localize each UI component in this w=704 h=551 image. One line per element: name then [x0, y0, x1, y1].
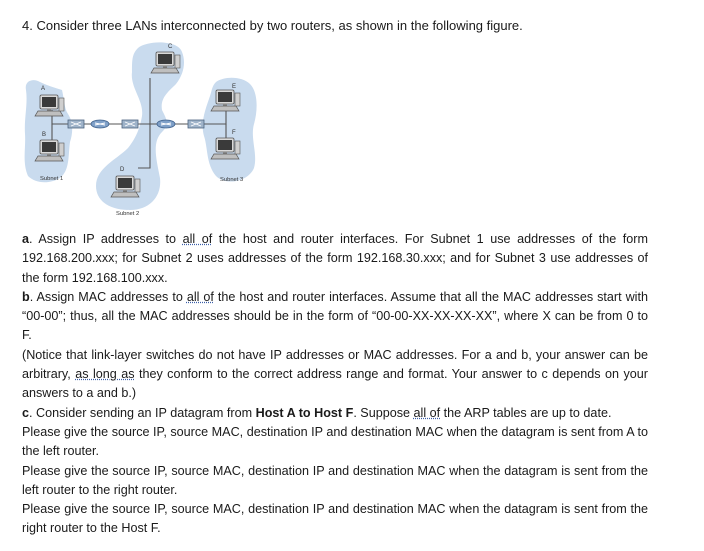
- subnet2-label: Subnet 2: [116, 211, 140, 217]
- switch-subnet1: [68, 120, 84, 128]
- note-text-1: (Notice that link-layer switches do not have IP addresses or MAC addresses. For a and b, your answer can be arbitrary,: [22, 347, 648, 382]
- part-c-question-3: Please give the source IP, source MAC, destination IP and destination MAC when the datagram is sent from the right router to the Host F.: [22, 502, 648, 536]
- part-b-letter: b: [22, 289, 30, 304]
- part-a-underlined: all of: [182, 232, 213, 246]
- host-e-label: E: [232, 84, 237, 90]
- router-left: [91, 120, 109, 128]
- part-a-letter: a: [22, 232, 30, 246]
- host-f-label: F: [232, 130, 236, 136]
- note-text-2: they conform to the correct address range and format. Your answer to c depends on your answers to a and b.): [22, 367, 648, 401]
- part-b: [22, 288, 648, 346]
- part-a: [22, 230, 648, 288]
- question-heading: 4. Consider three LANs interconnected by two routers, as shown in the following figure.: [22, 18, 523, 33]
- subnet3-label: Subnet 3: [220, 177, 244, 183]
- part-c-bold: Host A to Host F: [255, 405, 354, 420]
- note-underlined: as long as: [75, 367, 135, 382]
- part-a-text-1: . Assign IP addresses to: [29, 232, 183, 246]
- part-c-text-1: . Consider sending an IP datagram from: [29, 405, 256, 420]
- part-c-underlined: all of: [413, 405, 441, 420]
- part-b-text-1: . Assign MAC addresses to: [29, 289, 187, 304]
- part-c-letter: c: [22, 405, 30, 420]
- host-b-label: B: [42, 132, 47, 138]
- router-right: [157, 120, 175, 128]
- part-c-question-1: Please give the source IP, source MAC, destination IP and destination MAC when the datagram is sent from A to the left router.: [22, 424, 648, 459]
- switch-subnet2: [122, 120, 138, 128]
- question-text: [22, 230, 648, 539]
- subnet1-label: Subnet 1: [40, 176, 64, 182]
- part-c-text-2: . Suppose: [353, 405, 414, 420]
- host-c-label: C: [168, 44, 173, 50]
- part-c: [22, 404, 648, 423]
- part-b-text-2: the host and router interfaces. Assume that all the MAC addresses start with “00-00”; thus, all the MAC addresses should be in the form of “00-00-XX-XX-XX-XX”, where X can be from 0 to F.: [22, 289, 648, 343]
- part-c-question-2: Please give the source IP, source MAC, destination IP and destination MAC when the datagram is sent from the left router to the right router.: [22, 463, 648, 497]
- part-c-text-3: the ARP tables are up to date.: [440, 405, 612, 420]
- part-b-underlined: all of: [186, 289, 214, 304]
- host-d-label: D: [120, 167, 125, 173]
- network-figure: [20, 38, 270, 223]
- part-a-text-2: the host and router interfaces. For Subnet 1 use addresses of the form 192.168.200.xxx; for Subnet 2 uses addresses of the form 192.168.30.xxx; and for Subnet 3 use addresses of the form 192.168.100.xxx.: [22, 232, 648, 285]
- switch-subnet3: [188, 120, 204, 128]
- host-a-label: A: [41, 86, 46, 92]
- note: [22, 346, 648, 404]
